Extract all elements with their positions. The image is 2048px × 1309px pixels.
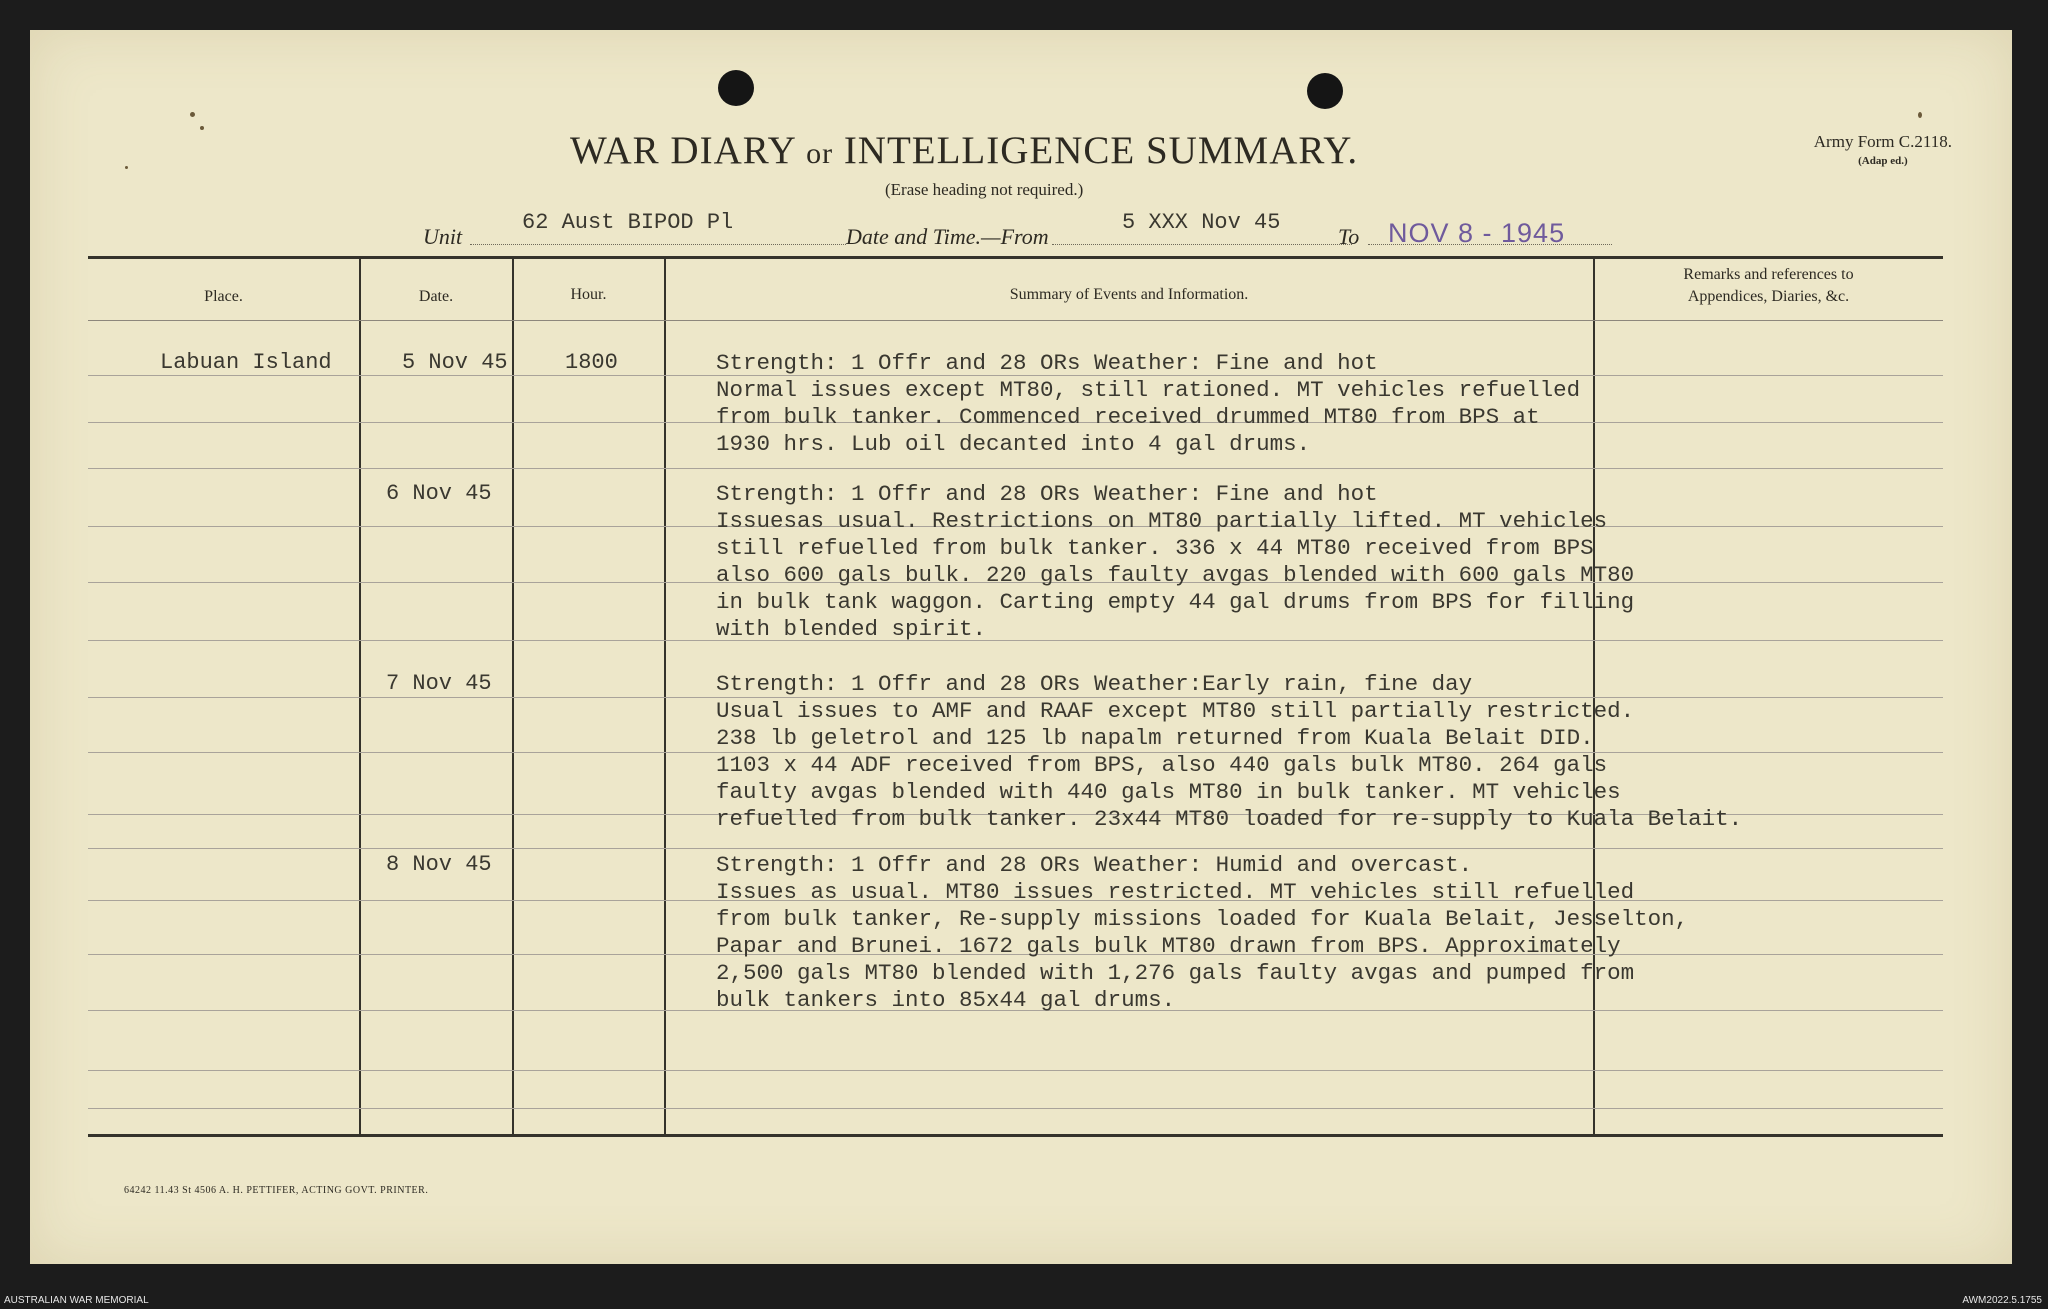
entry-4-line-6: bulk tankers into 85x44 gal drums. xyxy=(716,987,1176,1013)
entry-1-line-4: 1930 hrs. Lub oil decanted into 4 gal drums. xyxy=(716,431,1311,457)
entry-2-line-1: Strength: 1 Offr and 28 ORs Weather: Fine and hot xyxy=(716,481,1378,507)
entry-3-line-2: Usual issues to AMF and RAAF except MT80 still partially restricted. xyxy=(716,698,1635,724)
column-divider-place-date xyxy=(359,258,361,1134)
entry-2-date: 6 Nov 45 xyxy=(386,481,492,506)
entry-1-summary xyxy=(716,350,1956,458)
title-intelligence-summary: INTELLIGENCE SUMMARY. xyxy=(843,129,1359,172)
entry-1-line-3: from bulk tanker. Commenced received drummed MT80 from BPS at xyxy=(716,404,1540,430)
entry-4-date: 8 Nov 45 xyxy=(386,852,492,877)
punch-hole-left xyxy=(718,70,754,106)
remarks-header-line-2: Appendices, Diaries, &c. xyxy=(1687,287,1850,305)
unit-label: Unit xyxy=(423,224,463,249)
document-title xyxy=(570,128,1358,173)
entry-3-line-1: Strength: 1 Offr and 28 ORs Weather:Early rain, fine day xyxy=(716,671,1473,697)
war-diary-sheet xyxy=(30,30,2012,1264)
army-form-label: Army Form C.2118. xyxy=(1813,132,1952,151)
date-from-value: 5 XXX Nov 45 xyxy=(1122,210,1281,235)
column-header-summary: Summary of Events and Information. xyxy=(1009,286,1249,303)
ruled-line xyxy=(88,848,1943,849)
title-war-diary: WAR DIARY xyxy=(570,129,796,172)
entry-1-place: Labuan Island xyxy=(160,350,332,375)
unit-dotted-line xyxy=(470,244,846,245)
entry-2-line-2: Issuesas usual. Restrictions on MT80 partially lifted. MT vehicles xyxy=(716,508,1608,534)
entry-1-line-1: Strength: 1 Offr and 28 ORs Weather: Fine and hot xyxy=(716,350,1378,376)
entry-3-line-6: refuelled from bulk tanker. 23x44 MT80 loaded for re-supply to Kuala Belait. xyxy=(716,806,1743,832)
column-divider-hour-summary xyxy=(664,258,666,1134)
entry-2-line-5: in bulk tank waggon. Carting empty 44 gal drums from BPS for filling xyxy=(716,589,1635,615)
table-top-rule xyxy=(88,256,1943,259)
date-from-dotted-line xyxy=(1052,244,1352,245)
column-header-place: Place. xyxy=(204,288,243,305)
to-label: To xyxy=(1338,224,1360,249)
adapted-note: (Adap ed.) xyxy=(1858,154,1908,167)
printer-imprint: 64242 11.43 St 4506 A. H. PETTIFER, ACTING GOVT. PRINTER. xyxy=(124,1185,429,1196)
ruled-line xyxy=(88,1070,1943,1071)
entry-3-line-3: 238 lb geletrol and 125 lb napalm returned from Kuala Belait DID. xyxy=(716,725,1594,751)
entry-4-line-1: Strength: 1 Offr and 28 ORs Weather: Humid and overcast. xyxy=(716,852,1473,878)
entry-2-line-4: also 600 gals bulk. 220 gals faulty avgas blended with 600 gals MT80 xyxy=(716,562,1635,588)
remarks-header-line-1: Remarks and references to xyxy=(1683,266,1854,283)
entry-3-date: 7 Nov 45 xyxy=(386,671,492,696)
document-subtitle: (Erase heading not required.) xyxy=(885,180,1084,199)
header-underline xyxy=(88,320,1943,321)
paper-speck xyxy=(1918,112,1922,118)
table-bottom-rule xyxy=(88,1134,1943,1137)
punch-hole-right xyxy=(1307,73,1343,109)
paper-speck xyxy=(190,112,195,117)
entry-1-line-2: Normal issues except MT80, still rationed. MT vehicles refuelled xyxy=(716,377,1581,403)
entry-4-line-4: Papar and Brunei. 1672 gals bulk MT80 drawn from BPS. Approximately xyxy=(716,933,1621,959)
entry-3-line-4: 1103 x 44 ADF received from BPS, also 440 gals bulk MT80. 264 gals xyxy=(716,752,1608,778)
entry-1-hour: 1800 xyxy=(565,350,618,375)
column-divider-date-hour xyxy=(512,258,514,1134)
column-header-remarks xyxy=(1594,264,1943,307)
unit-value: 62 Aust BIPOD Pl xyxy=(522,210,734,235)
entry-4-line-3: from bulk tanker, Re-supply missions loaded for Kuala Belait, Jesselton, xyxy=(716,906,1689,932)
ruled-line xyxy=(88,1108,1943,1109)
entry-2-summary xyxy=(716,481,1956,643)
entry-4-line-2: Issues as usual. MT80 issues restricted. MT vehicles still refuelled xyxy=(716,879,1635,905)
archive-reference: AWM2022.5.1755 xyxy=(1962,1295,2042,1306)
entry-3-line-5: faulty avgas blended with 440 gals MT80 in bulk tanker. MT vehicles xyxy=(716,779,1621,805)
army-form-number xyxy=(1814,130,1952,169)
paper-speck xyxy=(200,126,204,130)
entry-2-line-6: with blended spirit. xyxy=(716,616,987,642)
ruled-line xyxy=(88,468,1943,469)
entry-4-line-5: 2,500 gals MT80 blended with 1,276 gals faulty avgas and pumped from xyxy=(716,960,1635,986)
column-header-hour: Hour. xyxy=(570,286,607,303)
entry-2-line-3: still refuelled from bulk tanker. 336 x 44 MT80 received from BPS xyxy=(716,535,1594,561)
paper-speck xyxy=(125,166,128,169)
column-header-date: Date. xyxy=(418,288,454,305)
entry-3-summary xyxy=(716,671,1956,833)
title-or: or xyxy=(806,137,834,170)
entry-1-date: 5 Nov 45 xyxy=(402,350,508,375)
date-time-label: Date and Time.—From xyxy=(846,224,1049,249)
received-date-stamp: NOV 8 - 1945 xyxy=(1388,218,1566,248)
entry-4-summary xyxy=(716,852,1956,1014)
archive-caption: AUSTRALIAN WAR MEMORIAL xyxy=(4,1295,149,1306)
